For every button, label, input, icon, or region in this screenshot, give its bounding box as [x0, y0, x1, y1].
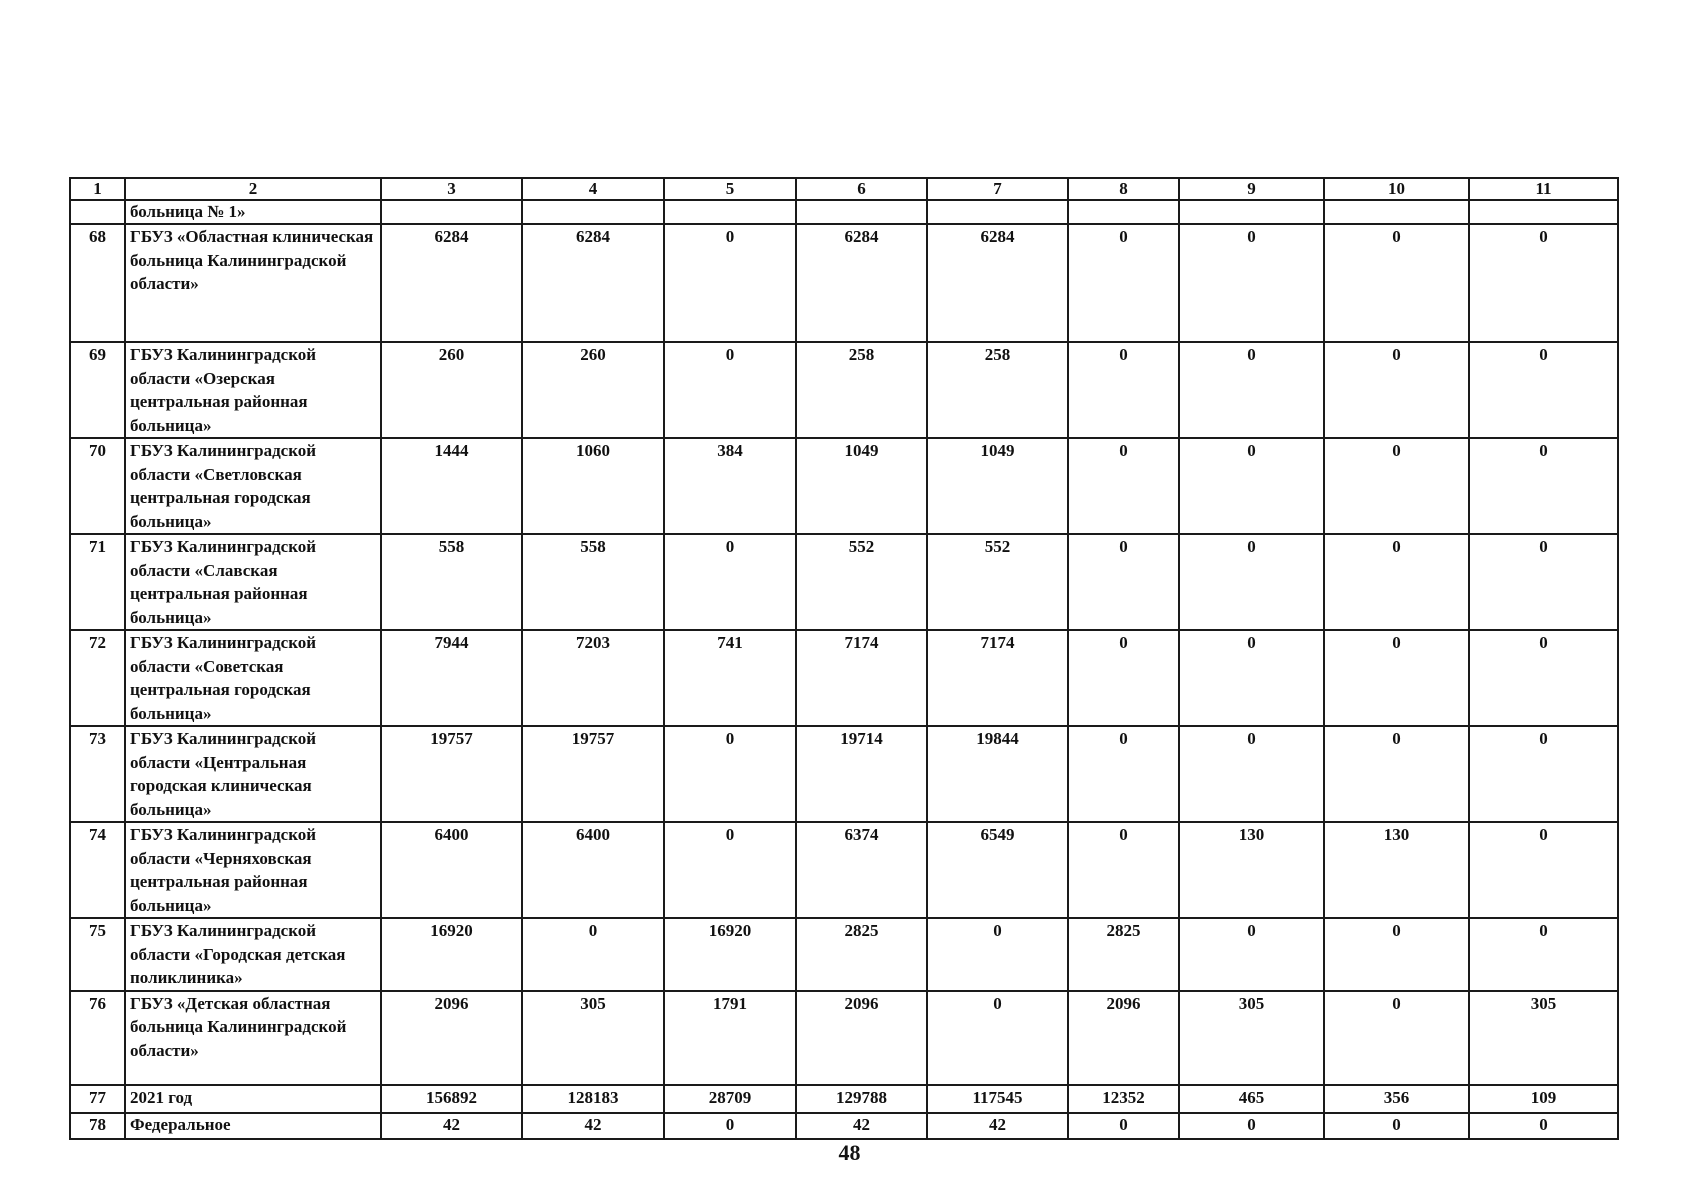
- value-cell: 42: [522, 1113, 664, 1139]
- table-row: [70, 1113, 1618, 1139]
- value-cell: 19757: [522, 726, 664, 822]
- value-cell: 1444: [381, 438, 522, 534]
- row-number-cell: 75: [70, 918, 125, 991]
- value-cell: 0: [1469, 342, 1618, 438]
- institution-name-cell: ГБУЗ Калининградской области «Черняховская центральная районная больница»: [125, 822, 381, 918]
- value-cell: 0: [1469, 438, 1618, 534]
- value-cell: 42: [381, 1113, 522, 1139]
- row-number-cell: 74: [70, 822, 125, 918]
- page-number: 48: [838, 1140, 861, 1165]
- value-cell: [927, 200, 1068, 224]
- value-cell: 0: [1179, 1113, 1324, 1139]
- row-number-cell: 77: [70, 1085, 125, 1113]
- value-cell: 42: [927, 1113, 1068, 1139]
- row-number-cell: 71: [70, 534, 125, 630]
- header-row: [70, 178, 1618, 200]
- value-cell: 0: [1324, 630, 1469, 726]
- value-cell: 6284: [796, 224, 927, 342]
- column-header: 7: [927, 178, 1068, 200]
- value-cell: 16920: [381, 918, 522, 991]
- institution-name-cell: ГБУЗ Калининградской области «Славская центральная районная больница»: [125, 534, 381, 630]
- value-cell: 2825: [796, 918, 927, 991]
- value-cell: 0: [664, 822, 796, 918]
- value-cell: 2096: [796, 991, 927, 1085]
- institution-name-cell: ГБУЗ Калининградской области «Озерская центральная районная больница»: [125, 342, 381, 438]
- value-cell: 0: [1324, 726, 1469, 822]
- value-cell: 0: [1469, 726, 1618, 822]
- value-cell: 0: [1324, 342, 1469, 438]
- value-cell: 0: [1068, 630, 1179, 726]
- value-cell: [1068, 200, 1179, 224]
- value-cell: 6549: [927, 822, 1068, 918]
- value-cell: 0: [1324, 534, 1469, 630]
- value-cell: 0: [1068, 726, 1179, 822]
- value-cell: 0: [664, 1113, 796, 1139]
- value-cell: 109: [1469, 1085, 1618, 1113]
- value-cell: 6284: [927, 224, 1068, 342]
- institution-name-cell: 2021 год: [125, 1085, 381, 1113]
- value-cell: 7203: [522, 630, 664, 726]
- value-cell: 0: [1179, 726, 1324, 822]
- value-cell: 0: [1469, 224, 1618, 342]
- table-row: [70, 438, 1618, 534]
- row-number-cell: 73: [70, 726, 125, 822]
- value-cell: 0: [1324, 918, 1469, 991]
- column-header: 4: [522, 178, 664, 200]
- value-cell: 6374: [796, 822, 927, 918]
- value-cell: 1060: [522, 438, 664, 534]
- value-cell: 0: [927, 991, 1068, 1085]
- value-cell: 0: [1324, 438, 1469, 534]
- institution-name-cell: ГБУЗ Калининградской области «Центральная городская клиническая больница»: [125, 726, 381, 822]
- value-cell: [796, 200, 927, 224]
- value-cell: 130: [1324, 822, 1469, 918]
- data-table: [69, 177, 1619, 1140]
- value-cell: 19714: [796, 726, 927, 822]
- table-row: [70, 534, 1618, 630]
- value-cell: 7174: [927, 630, 1068, 726]
- value-cell: 19757: [381, 726, 522, 822]
- value-cell: [1469, 200, 1618, 224]
- value-cell: 0: [1179, 918, 1324, 991]
- value-cell: 0: [1179, 342, 1324, 438]
- table-row: [70, 822, 1618, 918]
- value-cell: 384: [664, 438, 796, 534]
- continuation-name-cell: больница № 1»: [125, 200, 381, 224]
- value-cell: 741: [664, 630, 796, 726]
- value-cell: 1049: [927, 438, 1068, 534]
- value-cell: 260: [522, 342, 664, 438]
- column-header: 2: [125, 178, 381, 200]
- value-cell: 16920: [664, 918, 796, 991]
- row-number-cell: 72: [70, 630, 125, 726]
- row-number-cell: 68: [70, 224, 125, 342]
- institution-name-cell: ГБУЗ «Детская областная больница Калининградской области»: [125, 991, 381, 1085]
- table-row: [70, 991, 1618, 1085]
- value-cell: [1179, 200, 1324, 224]
- value-cell: 465: [1179, 1085, 1324, 1113]
- value-cell: 0: [1324, 224, 1469, 342]
- value-cell: 258: [796, 342, 927, 438]
- value-cell: 1791: [664, 991, 796, 1085]
- value-cell: 260: [381, 342, 522, 438]
- value-cell: 19844: [927, 726, 1068, 822]
- table-row-total: [70, 1085, 1618, 1113]
- value-cell: [664, 200, 796, 224]
- value-cell: 12352: [1068, 1085, 1179, 1113]
- value-cell: 0: [1068, 1113, 1179, 1139]
- value-cell: 0: [664, 224, 796, 342]
- value-cell: 129788: [796, 1085, 927, 1113]
- value-cell: 0: [664, 726, 796, 822]
- value-cell: 2096: [1068, 991, 1179, 1085]
- institution-name-cell: ГБУЗ «Областная клиническая больница Калининградской области»: [125, 224, 381, 342]
- value-cell: 0: [1179, 534, 1324, 630]
- value-cell: 0: [1469, 1113, 1618, 1139]
- value-cell: 6284: [381, 224, 522, 342]
- row-number-cell: 76: [70, 991, 125, 1085]
- value-cell: 0: [1179, 438, 1324, 534]
- value-cell: 6284: [522, 224, 664, 342]
- table-row: [70, 630, 1618, 726]
- value-cell: 305: [1469, 991, 1618, 1085]
- value-cell: 0: [1469, 918, 1618, 991]
- value-cell: 128183: [522, 1085, 664, 1113]
- institution-name-cell: ГБУЗ Калининградской области «Городская детская поликлиника»: [125, 918, 381, 991]
- institution-name-cell: Федеральное: [125, 1113, 381, 1139]
- column-header: 8: [1068, 178, 1179, 200]
- value-cell: 130: [1179, 822, 1324, 918]
- column-header: 5: [664, 178, 796, 200]
- value-cell: 6400: [522, 822, 664, 918]
- institution-name-cell: ГБУЗ Калининградской области «Светловская центральная городская больница»: [125, 438, 381, 534]
- value-cell: 2096: [381, 991, 522, 1085]
- value-cell: 356: [1324, 1085, 1469, 1113]
- value-cell: 117545: [927, 1085, 1068, 1113]
- value-cell: 258: [927, 342, 1068, 438]
- value-cell: 0: [1324, 991, 1469, 1085]
- table-row: [70, 342, 1618, 438]
- row-number-cell: 78: [70, 1113, 125, 1139]
- table-row: [70, 726, 1618, 822]
- value-cell: 558: [522, 534, 664, 630]
- value-cell: 2825: [1068, 918, 1179, 991]
- institution-name-cell: ГБУЗ Калининградской области «Советская центральная городская больница»: [125, 630, 381, 726]
- value-cell: 0: [927, 918, 1068, 991]
- value-cell: 0: [1469, 630, 1618, 726]
- column-header: 1: [70, 178, 125, 200]
- column-header: 10: [1324, 178, 1469, 200]
- table-row: [70, 918, 1618, 991]
- value-cell: 156892: [381, 1085, 522, 1113]
- value-cell: 0: [1068, 342, 1179, 438]
- row-number-cell: 69: [70, 342, 125, 438]
- value-cell: 558: [381, 534, 522, 630]
- value-cell: 0: [522, 918, 664, 991]
- value-cell: 42: [796, 1113, 927, 1139]
- column-header: 6: [796, 178, 927, 200]
- table-row: [70, 224, 1618, 342]
- value-cell: 0: [1179, 224, 1324, 342]
- value-cell: 0: [1179, 630, 1324, 726]
- value-cell: 0: [664, 342, 796, 438]
- value-cell: 0: [1068, 534, 1179, 630]
- value-cell: 7174: [796, 630, 927, 726]
- column-header: 11: [1469, 178, 1618, 200]
- row-number-cell: 70: [70, 438, 125, 534]
- value-cell: 6400: [381, 822, 522, 918]
- value-cell: 305: [1179, 991, 1324, 1085]
- value-cell: 305: [522, 991, 664, 1085]
- value-cell: 0: [664, 534, 796, 630]
- value-cell: [522, 200, 664, 224]
- value-cell: 0: [1068, 438, 1179, 534]
- value-cell: [381, 200, 522, 224]
- table-row-continuation: [70, 200, 1618, 224]
- value-cell: 0: [1469, 534, 1618, 630]
- value-cell: [1324, 200, 1469, 224]
- value-cell: 0: [1068, 224, 1179, 342]
- value-cell: 1049: [796, 438, 927, 534]
- value-cell: 0: [1068, 822, 1179, 918]
- value-cell: 552: [796, 534, 927, 630]
- value-cell: 7944: [381, 630, 522, 726]
- value-cell: 0: [1324, 1113, 1469, 1139]
- column-header: 3: [381, 178, 522, 200]
- value-cell: 552: [927, 534, 1068, 630]
- column-header: 9: [1179, 178, 1324, 200]
- value-cell: 0: [1469, 822, 1618, 918]
- row-number-cell: [70, 200, 125, 224]
- value-cell: 28709: [664, 1085, 796, 1113]
